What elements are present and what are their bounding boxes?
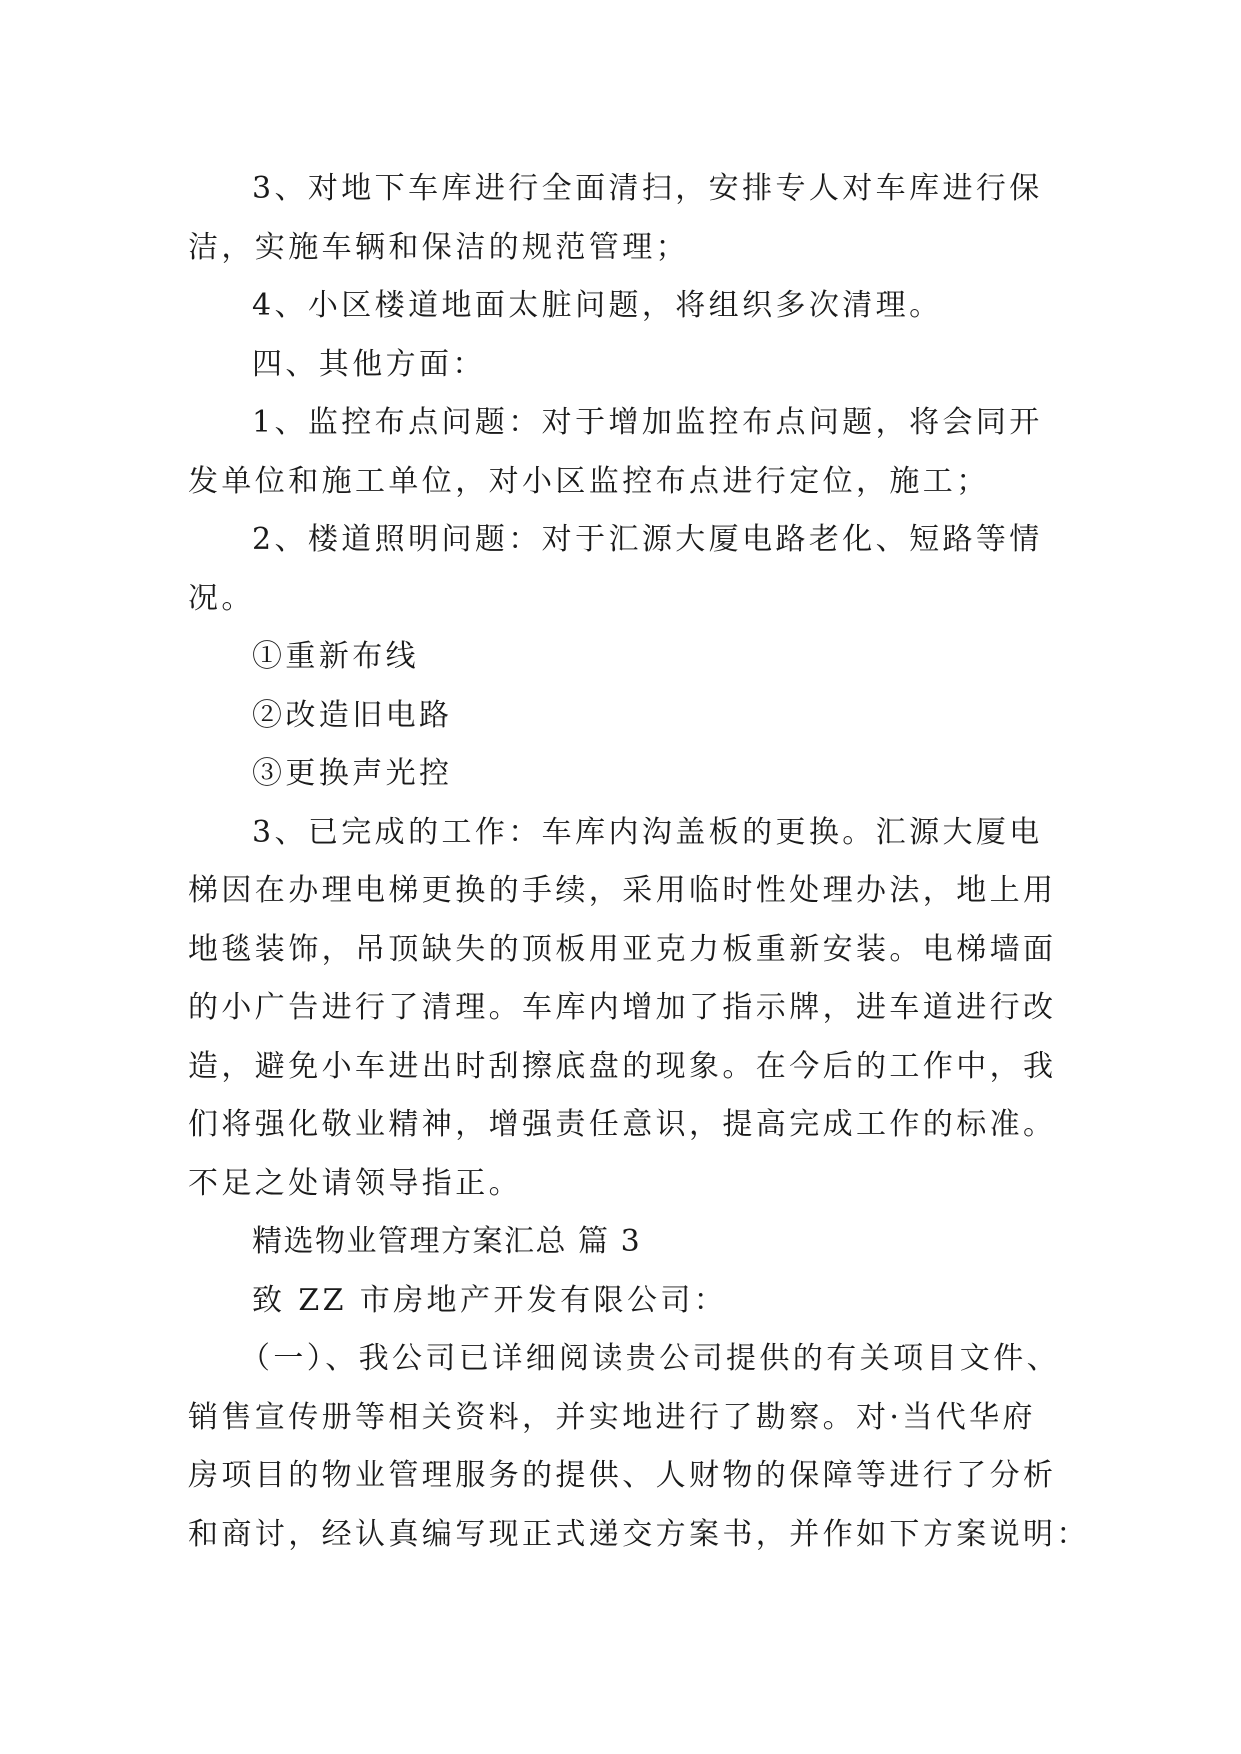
- paragraph-line: 梯因在办理电梯更换的手续，采用临时性处理办法，地上用: [188, 873, 1057, 908]
- paragraph-line: 房项目的物业管理服务的提供、人财物的保障等进行了分析: [188, 1458, 1057, 1493]
- paragraph-line: 发单位和施工单位，对小区监控布点进行定位，施工；: [188, 463, 990, 499]
- paragraph-line: 的小广告进行了清理。车库内增加了指示牌，进车道进行改: [188, 990, 1057, 1025]
- paragraph-line: 4、小区楼道地面太脏问题，将组织多次清理。: [252, 288, 943, 323]
- paragraph-line: 造，避免小车进出时刮擦底盘的现象。在今后的工作中，我: [188, 1048, 1057, 1084]
- list-item: ①重新布线: [252, 639, 419, 674]
- paragraph-line: 3、对地下车库进行全面清扫，安排专人对车库进行保: [252, 171, 1043, 206]
- section-heading: 四、其他方面：: [252, 346, 486, 382]
- paragraph-line: （一）、我公司已详细阅读贵公司提供的有关项目文件、: [240, 1341, 1060, 1376]
- paragraph-line: 1、监控布点问题：对于增加监控布点问题，将会同开: [252, 405, 1043, 440]
- paragraph-line: 洁，实施车辆和保洁的规范管理；: [188, 229, 689, 265]
- paragraph-line: 们将强化敬业精神，增强责任意识，提高完成工作的标准。: [188, 1107, 1057, 1142]
- paragraph-line: 和商讨，经认真编写现正式递交方案书，并作如下方案说明：: [188, 1516, 1090, 1552]
- list-item: ③更换声光控: [252, 756, 453, 791]
- salutation: 致 ZZ 市房地产开发有限公司：: [252, 1282, 728, 1318]
- paragraph-line: 地毯装饰，吊顶缺失的顶板用亚克力板重新安装。电梯墙面: [188, 931, 1057, 967]
- paragraph-line: 销售宣传册等相关资料，并实地进行了勘察。对·当代华府: [188, 1399, 1036, 1435]
- paragraph-line: 2、楼道照明问题：对于汇源大厦电路老化、短路等情: [252, 522, 1043, 557]
- paragraph-line: 3、已完成的工作：车库内沟盖板的更换。汇源大厦电: [252, 814, 1043, 850]
- document-body: [188, 160, 1090, 1564]
- paragraph-line: 不足之处请领导指正。: [188, 1165, 522, 1201]
- list-item: ②改造旧电路: [252, 697, 453, 733]
- paragraph-line: 况。: [188, 580, 255, 616]
- article-heading: 精选物业管理方案汇总 篇 3: [252, 1224, 642, 1259]
